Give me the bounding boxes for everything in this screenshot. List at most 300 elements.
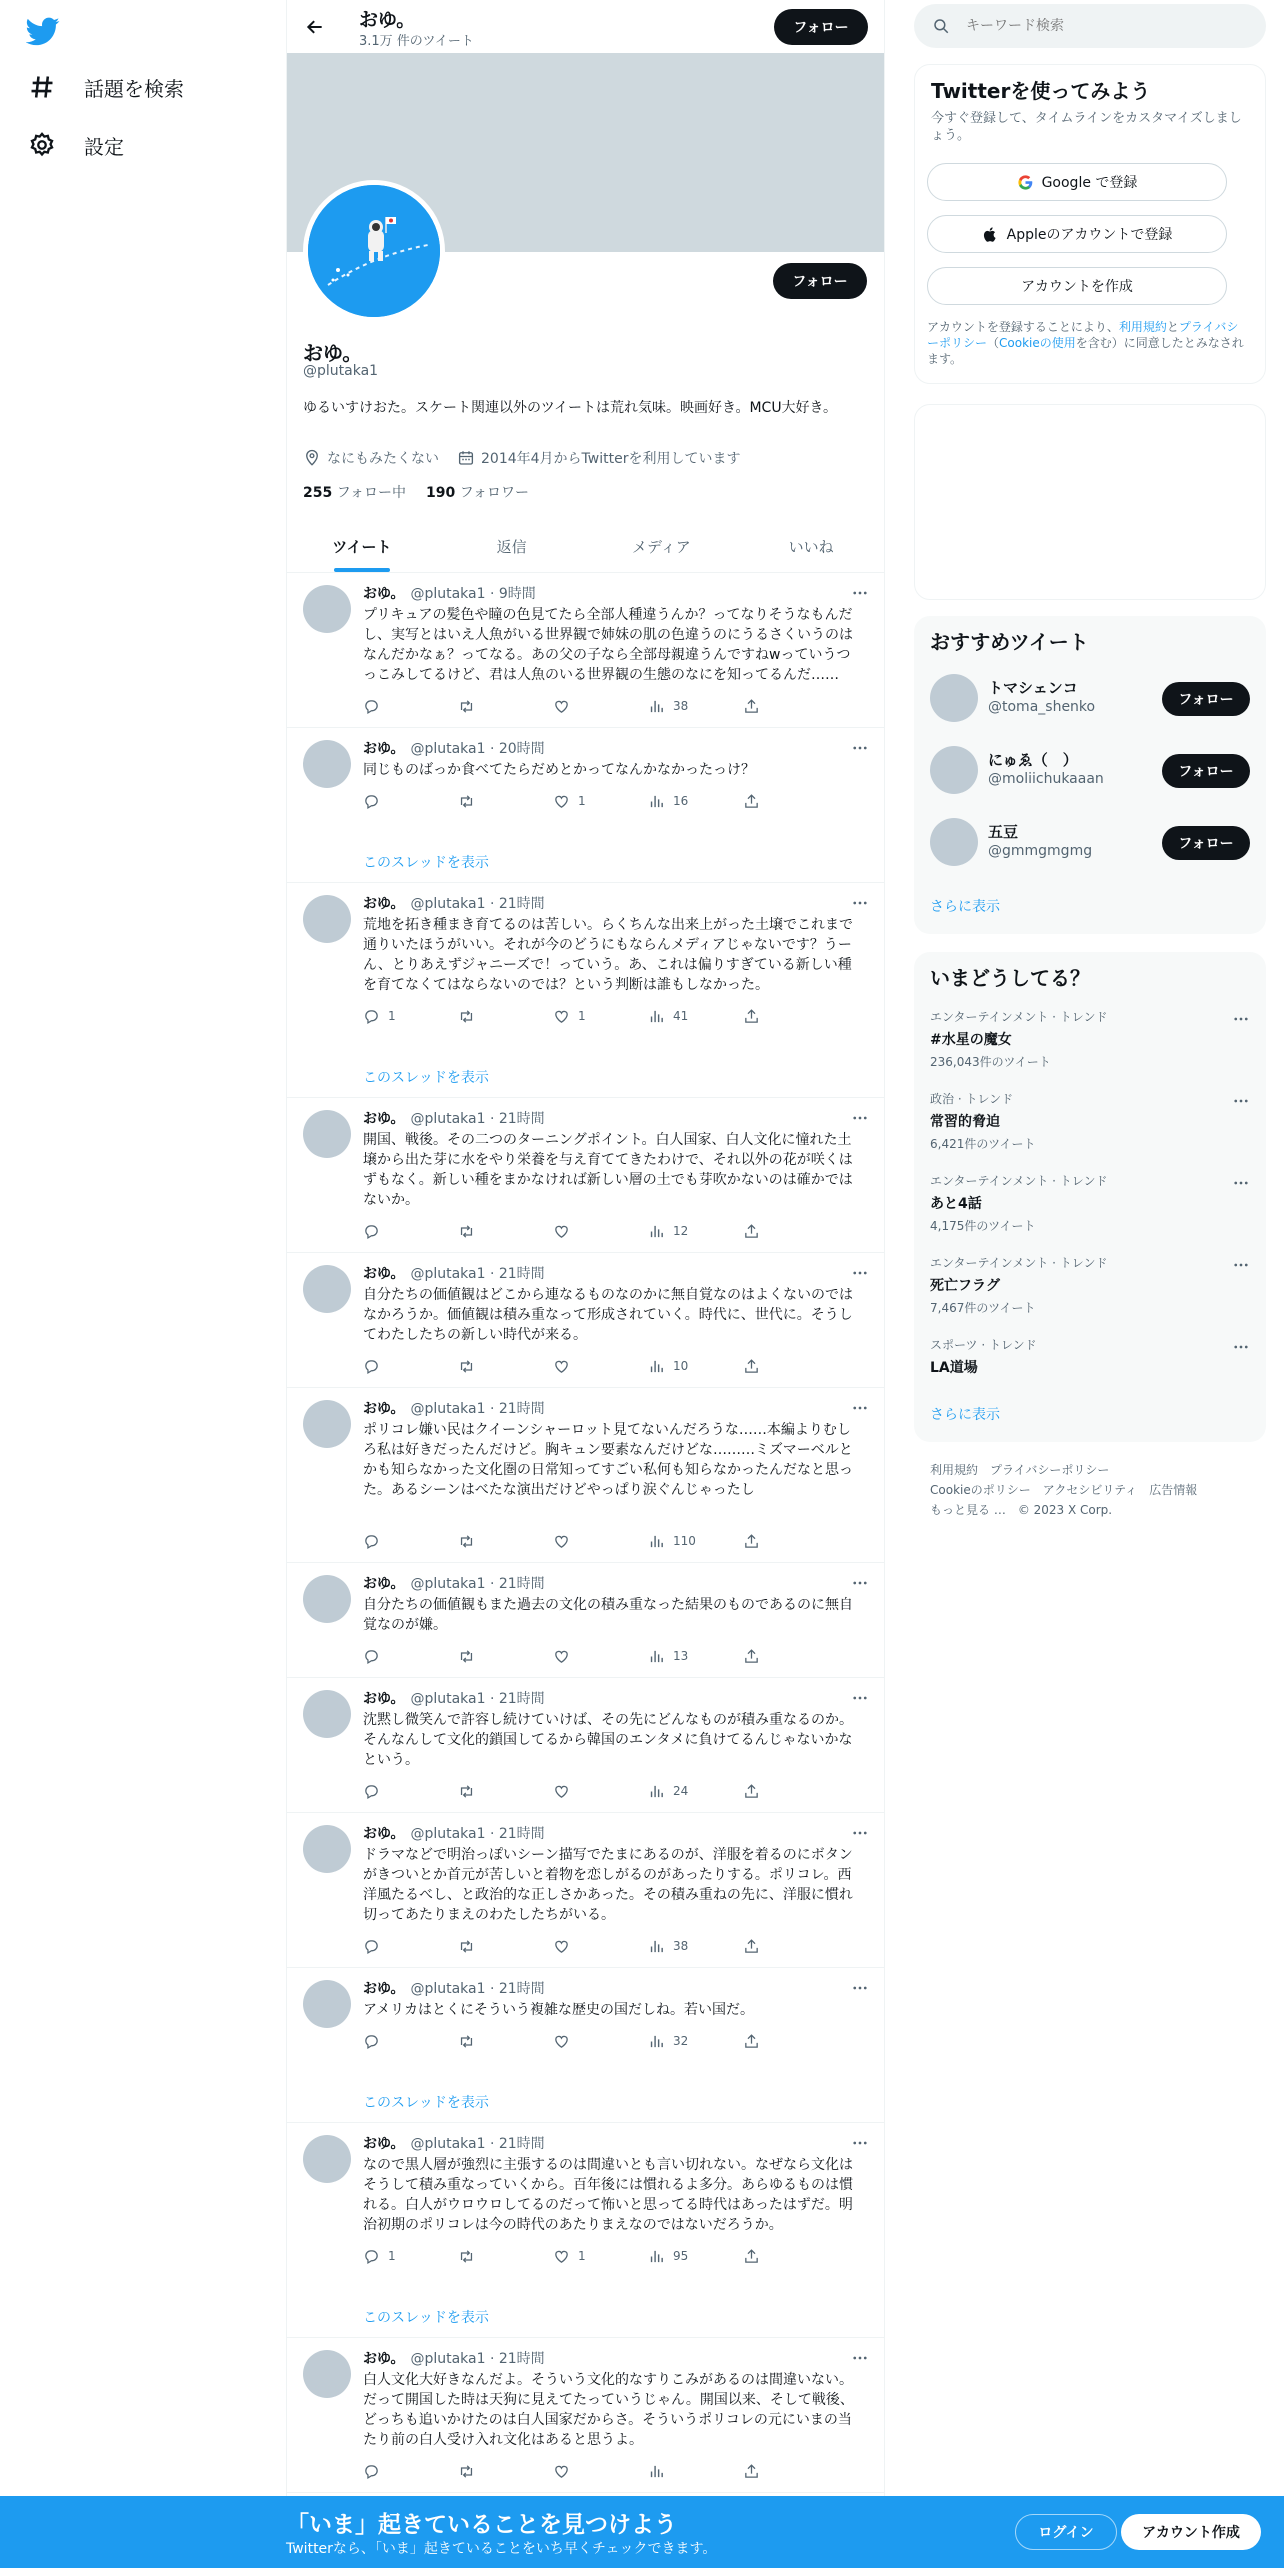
trend-count: 7,467件のツイート xyxy=(930,1301,1036,1315)
reply-icon xyxy=(363,1648,380,1665)
google-signup-button[interactable] xyxy=(927,163,1227,201)
tweet-header xyxy=(363,2348,870,2368)
tweet-item[interactable] xyxy=(287,1388,885,1563)
trend-item[interactable] xyxy=(930,1172,1250,1234)
reply-button[interactable] xyxy=(363,1783,423,1800)
reply-button[interactable] xyxy=(363,1938,423,1955)
tweet-body xyxy=(363,1823,870,1967)
more-options-icon[interactable] xyxy=(850,1978,870,1998)
like-button[interactable] xyxy=(553,793,613,810)
nav-explore[interactable] xyxy=(28,67,184,107)
trend-item[interactable] xyxy=(930,1254,1250,1316)
trend-topic: 常習的脅迫 xyxy=(930,1114,1000,1130)
avatar[interactable] xyxy=(303,1400,351,1448)
more-options-icon[interactable] xyxy=(850,1263,870,1283)
views-button[interactable] xyxy=(648,1533,708,1550)
tweet-author[interactable]: おゆ。 xyxy=(363,1111,405,1127)
nav-settings[interactable] xyxy=(28,125,124,165)
tweet-item[interactable] xyxy=(287,883,885,1098)
like-button[interactable] xyxy=(553,1938,613,1955)
tweet-meta: @plutaka1 · 21時間 xyxy=(410,1266,545,1282)
retweet-button[interactable] xyxy=(458,1533,518,1550)
heart-icon xyxy=(553,2033,570,2050)
profile-avatar[interactable] xyxy=(303,180,445,322)
retweet-icon xyxy=(458,793,475,810)
tweet-header xyxy=(363,2133,870,2153)
like-button[interactable] xyxy=(553,1223,613,1240)
footer-more[interactable]: もっと見る … xyxy=(930,1503,1006,1517)
more-options-icon[interactable] xyxy=(1232,1338,1250,1356)
ad-placeholder-card xyxy=(914,404,1266,600)
tweet-meta: @plutaka1 · 21時間 xyxy=(410,1401,545,1417)
retweet-button[interactable] xyxy=(458,2248,518,2265)
share-button[interactable] xyxy=(743,793,803,810)
footer-ads[interactable]: 広告情報 xyxy=(1149,1483,1198,1497)
views-button[interactable] xyxy=(648,2248,708,2265)
views-button[interactable] xyxy=(648,2463,708,2480)
retweet-button[interactable] xyxy=(458,793,518,810)
avatar[interactable] xyxy=(303,1690,351,1738)
left-nav xyxy=(0,0,286,2568)
more-options-icon[interactable] xyxy=(850,583,870,603)
tweet-header xyxy=(363,1263,870,1283)
retweet-button[interactable] xyxy=(458,1008,518,1025)
followers-label: フォロワー xyxy=(459,485,529,501)
twitter-logo-icon[interactable] xyxy=(26,14,60,48)
tweet-text: 同じものばっか食べてたらだめとかってなんかなかったっけ？ xyxy=(363,762,755,778)
trend-count: 4,175件のツイート xyxy=(930,1219,1036,1233)
header-tweet-count: 3.1万 件のツイート xyxy=(359,34,474,49)
avatar[interactable] xyxy=(303,1825,351,1873)
avatar[interactable] xyxy=(303,1110,351,1158)
heart-icon xyxy=(553,1783,570,1800)
signup-title: Twitterを使ってみよう xyxy=(931,79,1151,103)
tweet-item[interactable] xyxy=(287,2338,885,2493)
tweet-text: 開国、戦後。その二つのターニングポイント。白人国家、白人文化に憧れた土壌から出た芽に水をやり栄養を与え育ててきたわけで、それ以外の花が咲くはずもなく。新しい種をまかなければ新しい層の土でも芽吹かないのは確かではないか。 xyxy=(363,1132,853,1208)
views-chart-icon xyxy=(648,1223,665,1240)
tweet-meta: @plutaka1 · 21時間 xyxy=(410,1111,545,1127)
more-options-icon[interactable] xyxy=(850,2133,870,2153)
terms-link[interactable]: 利用規約 xyxy=(1118,320,1167,334)
trend-item[interactable] xyxy=(930,1336,1250,1377)
more-options-icon[interactable] xyxy=(850,1823,870,1843)
share-button[interactable] xyxy=(743,1533,803,1550)
reply-button[interactable] xyxy=(363,1223,423,1240)
share-button[interactable] xyxy=(743,1223,803,1240)
avatar[interactable] xyxy=(930,674,978,722)
share-icon xyxy=(743,1358,760,1375)
more-options-icon[interactable] xyxy=(1232,1092,1250,1110)
avatar[interactable] xyxy=(303,740,351,788)
tweet-text: プリキュアの髪色や瞳の色見てたら全部人種違うんか？ってなりそうなもんだし、実写とはいえ人魚がいる世界観で姉妹の肌の色違うのにうるさくいうのはなんだかなぁ？ってなる。あの父の子なら全部母親違うんですねwっていうつっこみしてるけど、君は人魚のいる世界観の生態のなにを知ってるんだ…… xyxy=(363,607,853,683)
views-chart-icon xyxy=(648,1783,665,1800)
tweet-author[interactable]: おゆ。 xyxy=(363,896,405,912)
views-button[interactable] xyxy=(648,793,708,810)
avatar[interactable] xyxy=(930,746,978,794)
tweet-author[interactable]: おゆ。 xyxy=(363,1576,405,1592)
hashtag-icon xyxy=(28,73,56,101)
gear-icon xyxy=(28,131,56,159)
tweet-meta: @plutaka1 · 21時間 xyxy=(410,1576,545,1592)
heart-icon xyxy=(553,1223,570,1240)
search-input[interactable] xyxy=(966,18,1246,34)
tweet-feed xyxy=(287,573,885,2493)
like-button-count: 1 xyxy=(578,1009,586,1023)
tweet-text: 荒地を拓き種まき育てるのは苦しい。らくちんな出来上がった土壌でこれまで通りいたほうがいい。それが今のどうにもならんメディアじゃないです？うーん、とりあえずジャニーズで！っていう。あ、これは偏りすぎている新しい種を育てなくてはならないのでは？という判断は誰もしなかった。 xyxy=(363,917,853,993)
tweet-header xyxy=(363,738,870,758)
avatar[interactable] xyxy=(303,1980,351,2028)
views-button[interactable] xyxy=(648,1783,708,1800)
share-icon xyxy=(743,793,760,810)
avatar[interactable] xyxy=(303,2135,351,2183)
tweet-author[interactable]: おゆ。 xyxy=(363,2351,405,2367)
following-stat[interactable] xyxy=(303,482,406,502)
more-options-icon[interactable] xyxy=(850,1573,870,1593)
tweet-actions xyxy=(363,2030,803,2052)
reply-button[interactable] xyxy=(363,2248,423,2265)
show-thread-link[interactable]: このスレッドを表示 xyxy=(363,855,489,871)
share-icon xyxy=(743,1783,760,1800)
trends-card xyxy=(914,952,1266,1442)
profile-handle: @plutaka1 xyxy=(303,363,379,379)
recommend-follow-button[interactable]: フォロー xyxy=(1162,826,1250,860)
trend-topic: あと4話 xyxy=(930,1196,982,1212)
more-options-icon[interactable] xyxy=(850,738,870,758)
more-options-icon[interactable] xyxy=(850,1688,870,1708)
more-options-icon[interactable] xyxy=(1232,1174,1250,1192)
nav-settings-label: 設定 xyxy=(84,134,124,159)
tweet-author[interactable]: おゆ。 xyxy=(363,1691,405,1707)
retweet-button[interactable] xyxy=(458,1358,518,1375)
reply-icon xyxy=(363,1223,380,1240)
share-icon xyxy=(743,2463,760,2480)
retweet-button[interactable] xyxy=(458,1648,518,1665)
reply-icon xyxy=(363,698,380,715)
share-button[interactable] xyxy=(743,1783,803,1800)
trend-topic: #水星の魔女 xyxy=(930,1032,1012,1048)
create-account-button[interactable]: アカウントを作成 xyxy=(927,267,1227,305)
views-chart-icon xyxy=(648,2248,665,2265)
tweet-body xyxy=(363,1688,870,1812)
footer-terms[interactable]: 利用規約 xyxy=(930,1463,979,1477)
views-button-count: 38 xyxy=(673,699,689,713)
views-chart-icon xyxy=(648,1008,665,1025)
recommend-more-link[interactable]: さらに表示 xyxy=(930,899,1000,915)
tweet-meta: @plutaka1 · 21時間 xyxy=(410,896,545,912)
share-button[interactable] xyxy=(743,1358,803,1375)
like-button[interactable] xyxy=(553,2463,613,2480)
reply-button[interactable] xyxy=(363,1358,423,1375)
trends-title: いまどうしてる？ xyxy=(930,966,1090,990)
recommend-user-name: にゅゑ（ ） xyxy=(988,751,1078,769)
views-button[interactable] xyxy=(648,2033,708,2050)
tweet-body xyxy=(363,1398,870,1562)
tweet-actions xyxy=(363,1355,803,1377)
privacy-link[interactable]: プライバシーポリシー xyxy=(927,320,1239,350)
tweet-author[interactable]: おゆ。 xyxy=(363,1266,405,1282)
views-chart-icon xyxy=(648,698,665,715)
login-button[interactable]: ログイン xyxy=(1015,2514,1117,2550)
retweet-icon xyxy=(458,1533,475,1550)
reply-button[interactable] xyxy=(363,2033,423,2050)
tweet-item[interactable] xyxy=(287,1098,885,1253)
like-button[interactable] xyxy=(553,1783,613,1800)
tweet-header xyxy=(363,583,870,603)
tab-likes[interactable]: いいね xyxy=(788,537,834,556)
share-icon xyxy=(743,2248,760,2265)
reply-icon xyxy=(363,793,380,810)
retweet-button[interactable] xyxy=(458,2033,518,2050)
retweet-button[interactable] xyxy=(458,1938,518,1955)
views-button-count: 41 xyxy=(673,1009,689,1023)
views-button-count: 38 xyxy=(673,1939,689,1953)
share-icon xyxy=(743,1223,760,1240)
reply-icon xyxy=(363,2463,380,2480)
recommend-user[interactable] xyxy=(930,816,1250,868)
signup-button[interactable]: アカウント作成 xyxy=(1121,2514,1261,2550)
tweet-item[interactable] xyxy=(287,1563,885,1678)
heart-icon xyxy=(553,2463,570,2480)
show-thread-link[interactable]: このスレッドを表示 xyxy=(363,1070,489,1086)
footer-copyright: © 2023 X Corp. xyxy=(1017,1503,1113,1517)
tab-tweets[interactable]: ツイート xyxy=(287,520,437,572)
views-button[interactable] xyxy=(648,1358,708,1375)
share-icon xyxy=(743,1648,760,1665)
views-chart-icon xyxy=(648,1648,665,1665)
avatar[interactable] xyxy=(303,1575,351,1623)
reply-button[interactable] xyxy=(363,1533,423,1550)
retweet-button[interactable] xyxy=(458,2463,518,2480)
recommend-user[interactable] xyxy=(930,672,1250,724)
share-button[interactable] xyxy=(743,1938,803,1955)
retweet-icon xyxy=(458,1648,475,1665)
tweet-item[interactable] xyxy=(287,728,885,883)
followers-count: 190 xyxy=(426,485,456,501)
trend-count: 236,043件のツイート xyxy=(930,1055,1051,1069)
tweet-item[interactable] xyxy=(287,1813,885,1968)
tweet-actions xyxy=(363,1530,803,1552)
reply-button[interactable] xyxy=(363,1648,423,1665)
share-button[interactable] xyxy=(743,2463,803,2480)
recommend-title: おすすめツイート xyxy=(930,630,1089,654)
avatar[interactable] xyxy=(303,1265,351,1313)
cookie-link[interactable]: Cookieの使用 xyxy=(999,336,1076,350)
tweet-author[interactable]: おゆ。 xyxy=(363,2136,405,2152)
tweet-text: 沈黙し微笑んで許容し続けていけば、その先にどんなものが積み重なるのか。そんなんして文化的鎖国してるから韓国のエンタメに負けてるんじゃないかなという。 xyxy=(363,1712,853,1768)
recommend-follow-button[interactable]: フォロー xyxy=(1162,682,1250,716)
reply-button[interactable] xyxy=(363,2463,423,2480)
more-options-icon[interactable] xyxy=(850,2348,870,2368)
tab-media[interactable]: メディア xyxy=(631,537,691,556)
recommend-user-name: トマシェンコ xyxy=(988,679,1078,697)
heart-icon xyxy=(553,2248,570,2265)
footer-privacy[interactable]: プライバシーポリシー xyxy=(990,1463,1110,1477)
tweet-actions xyxy=(363,2245,803,2267)
share-icon xyxy=(743,1938,760,1955)
retweet-button[interactable] xyxy=(458,1223,518,1240)
tweet-text: 自分たちの価値観はどこから連なるものなのかに無自覚なのはよくないのではなかろうか。価値観は積み重なって形成されていく。時代に、世代に。そうしてわたしたちの新しい時代が来る。 xyxy=(363,1287,853,1343)
views-chart-icon xyxy=(648,2463,665,2480)
tweet-body xyxy=(363,1978,870,2062)
astronaut-avatar-icon xyxy=(308,185,440,317)
like-button[interactable] xyxy=(553,1358,613,1375)
following-label: フォロー中 xyxy=(336,485,406,501)
signup-card xyxy=(914,64,1266,384)
recommend-user-handle: @moliichukaaan xyxy=(988,771,1104,787)
trend-category: エンターテインメント · トレンド xyxy=(930,1174,1108,1188)
more-options-icon[interactable] xyxy=(1232,1256,1250,1274)
retweet-icon xyxy=(458,698,475,715)
tweet-author[interactable]: おゆ。 xyxy=(363,741,405,757)
share-button[interactable] xyxy=(743,2033,803,2050)
tab-replies[interactable]: 返信 xyxy=(496,537,527,556)
header-follow-button[interactable]: フォロー xyxy=(774,9,868,45)
trend-category: 政治 · トレンド xyxy=(930,1092,1014,1106)
reply-icon xyxy=(363,1938,380,1955)
recommend-user[interactable] xyxy=(930,744,1250,796)
trend-item[interactable] xyxy=(930,1090,1250,1152)
retweet-button[interactable] xyxy=(458,698,518,715)
tweet-item[interactable] xyxy=(287,2123,885,2338)
tweet-body xyxy=(363,893,870,1037)
tweet-actions xyxy=(363,695,803,717)
followers-stat[interactable] xyxy=(426,482,529,502)
reply-icon xyxy=(363,1008,380,1025)
like-button[interactable] xyxy=(553,1533,613,1550)
trend-category: エンターテインメント · トレンド xyxy=(930,1256,1108,1270)
arrow-left-icon xyxy=(305,17,325,37)
reply-button[interactable] xyxy=(363,793,423,810)
reply-icon xyxy=(363,1783,380,1800)
signup-subtitle: 今すぐ登録して、タイムラインをカスタマイズしましょう。 xyxy=(931,111,1242,143)
reply-icon xyxy=(363,2248,380,2265)
retweet-icon xyxy=(458,2033,475,2050)
tweet-actions xyxy=(363,1780,803,1802)
tweet-author[interactable]: おゆ。 xyxy=(363,1981,405,1997)
profile-location xyxy=(303,448,439,468)
views-button-count: 24 xyxy=(673,1784,689,1798)
reply-button[interactable] xyxy=(363,698,423,715)
footer-cookie[interactable]: Cookieのポリシー xyxy=(930,1483,1031,1497)
tweet-meta: @plutaka1 · 9時間 xyxy=(410,586,536,602)
views-button-count: 13 xyxy=(673,1649,689,1663)
tweet-item[interactable] xyxy=(287,1678,885,1813)
share-button[interactable] xyxy=(743,1008,803,1025)
tweet-header xyxy=(363,1398,870,1418)
calendar-icon xyxy=(457,449,475,467)
like-button[interactable] xyxy=(553,2248,613,2265)
tweet-actions xyxy=(363,1935,803,1957)
more-options-icon[interactable] xyxy=(850,893,870,913)
profile-bio: ゆるいすけおた。スケート関連以外のツイートは荒れ気味。映画好き。MCU大好き。 xyxy=(303,400,837,416)
views-button-count: 110 xyxy=(673,1534,696,1548)
recommend-user-handle: @gmmgmgmg xyxy=(988,843,1093,859)
signup-terms xyxy=(927,319,1247,367)
recommend-follow-button[interactable]: フォロー xyxy=(1162,754,1250,788)
share-button[interactable] xyxy=(743,2248,803,2265)
google-icon xyxy=(1017,174,1034,191)
tweet-item[interactable] xyxy=(287,1968,885,2123)
show-thread-link[interactable]: このスレッドを表示 xyxy=(363,2310,489,2326)
reply-button-count: 1 xyxy=(388,1009,396,1023)
tweet-meta: @plutaka1 · 21時間 xyxy=(410,2351,545,2367)
show-thread-link[interactable]: このスレッドを表示 xyxy=(363,2095,489,2111)
views-button[interactable] xyxy=(648,1008,708,1025)
like-button[interactable] xyxy=(553,1008,613,1025)
tweet-body xyxy=(363,738,870,822)
views-button[interactable] xyxy=(648,1938,708,1955)
profile-meta xyxy=(303,448,740,468)
following-count: 255 xyxy=(303,485,333,501)
avatar[interactable] xyxy=(303,585,351,633)
trend-topic: LA道場 xyxy=(930,1360,978,1376)
reply-button[interactable] xyxy=(363,1008,423,1025)
views-button[interactable] xyxy=(648,1648,708,1665)
tweet-text: 白人文化大好きなんだよ。そういう文化的なすりこみがあるのは間違いない。だって開国した時は天狗に見えてたっていうじゃん。開国以来、そして戦後、どっちも追いかけたのは白人国家だからさ。そういうポリコレの元にいまの当たり前の白人受け入れ文化はあると思うよ。 xyxy=(363,2372,854,2448)
views-button-count: 95 xyxy=(673,2249,689,2263)
share-button[interactable] xyxy=(743,698,803,715)
trend-topic: 死亡フラグ xyxy=(930,1278,1000,1294)
views-button[interactable] xyxy=(648,698,708,715)
more-options-icon[interactable] xyxy=(1232,1010,1250,1028)
avatar[interactable] xyxy=(303,895,351,943)
heart-icon xyxy=(553,1008,570,1025)
tweet-author[interactable]: おゆ。 xyxy=(363,586,405,602)
profile-follow-button[interactable]: フォロー xyxy=(773,263,867,299)
reply-icon xyxy=(363,1358,380,1375)
heart-icon xyxy=(553,1648,570,1665)
tweet-meta: @plutaka1 · 21時間 xyxy=(410,1691,545,1707)
more-options-icon[interactable] xyxy=(850,1398,870,1418)
recommend-user-name: 五豆 xyxy=(988,823,1019,841)
tweet-item[interactable] xyxy=(287,573,885,728)
tweet-header xyxy=(363,1688,870,1708)
apple-signup-label: Appleのアカウントで登録 xyxy=(1006,227,1173,243)
tweet-author[interactable]: おゆ。 xyxy=(363,1826,405,1842)
footer-accessibility[interactable]: アクセシビリティ xyxy=(1042,1483,1138,1497)
search-box[interactable] xyxy=(914,4,1266,48)
views-button-count: 12 xyxy=(673,1224,689,1238)
tweet-actions xyxy=(363,1220,803,1242)
trend-item[interactable] xyxy=(930,1008,1250,1070)
back-button[interactable] xyxy=(301,13,329,41)
heart-icon xyxy=(553,1358,570,1375)
terms-text-e: （ xyxy=(987,336,1000,350)
avatar[interactable] xyxy=(303,2350,351,2398)
views-chart-icon xyxy=(648,1533,665,1550)
tweet-actions xyxy=(363,2460,803,2482)
trends-more-link[interactable]: さらに表示 xyxy=(930,1407,1000,1423)
tweet-body xyxy=(363,2348,870,2492)
tweet-item[interactable] xyxy=(287,1253,885,1388)
more-options-icon[interactable] xyxy=(850,1108,870,1128)
main-column xyxy=(286,0,885,2568)
avatar[interactable] xyxy=(930,818,978,866)
share-icon xyxy=(743,1533,760,1550)
like-button[interactable] xyxy=(553,698,613,715)
reply-icon xyxy=(363,1533,380,1550)
apple-signup-button[interactable] xyxy=(927,215,1227,253)
views-button[interactable] xyxy=(648,1223,708,1240)
heart-icon xyxy=(553,1533,570,1550)
tweet-author[interactable]: おゆ。 xyxy=(363,1401,405,1417)
retweet-icon xyxy=(458,1783,475,1800)
like-button[interactable] xyxy=(553,1648,613,1665)
share-button[interactable] xyxy=(743,1648,803,1665)
like-button[interactable] xyxy=(553,2033,613,2050)
apple-icon xyxy=(982,226,999,243)
retweet-button[interactable] xyxy=(458,1783,518,1800)
